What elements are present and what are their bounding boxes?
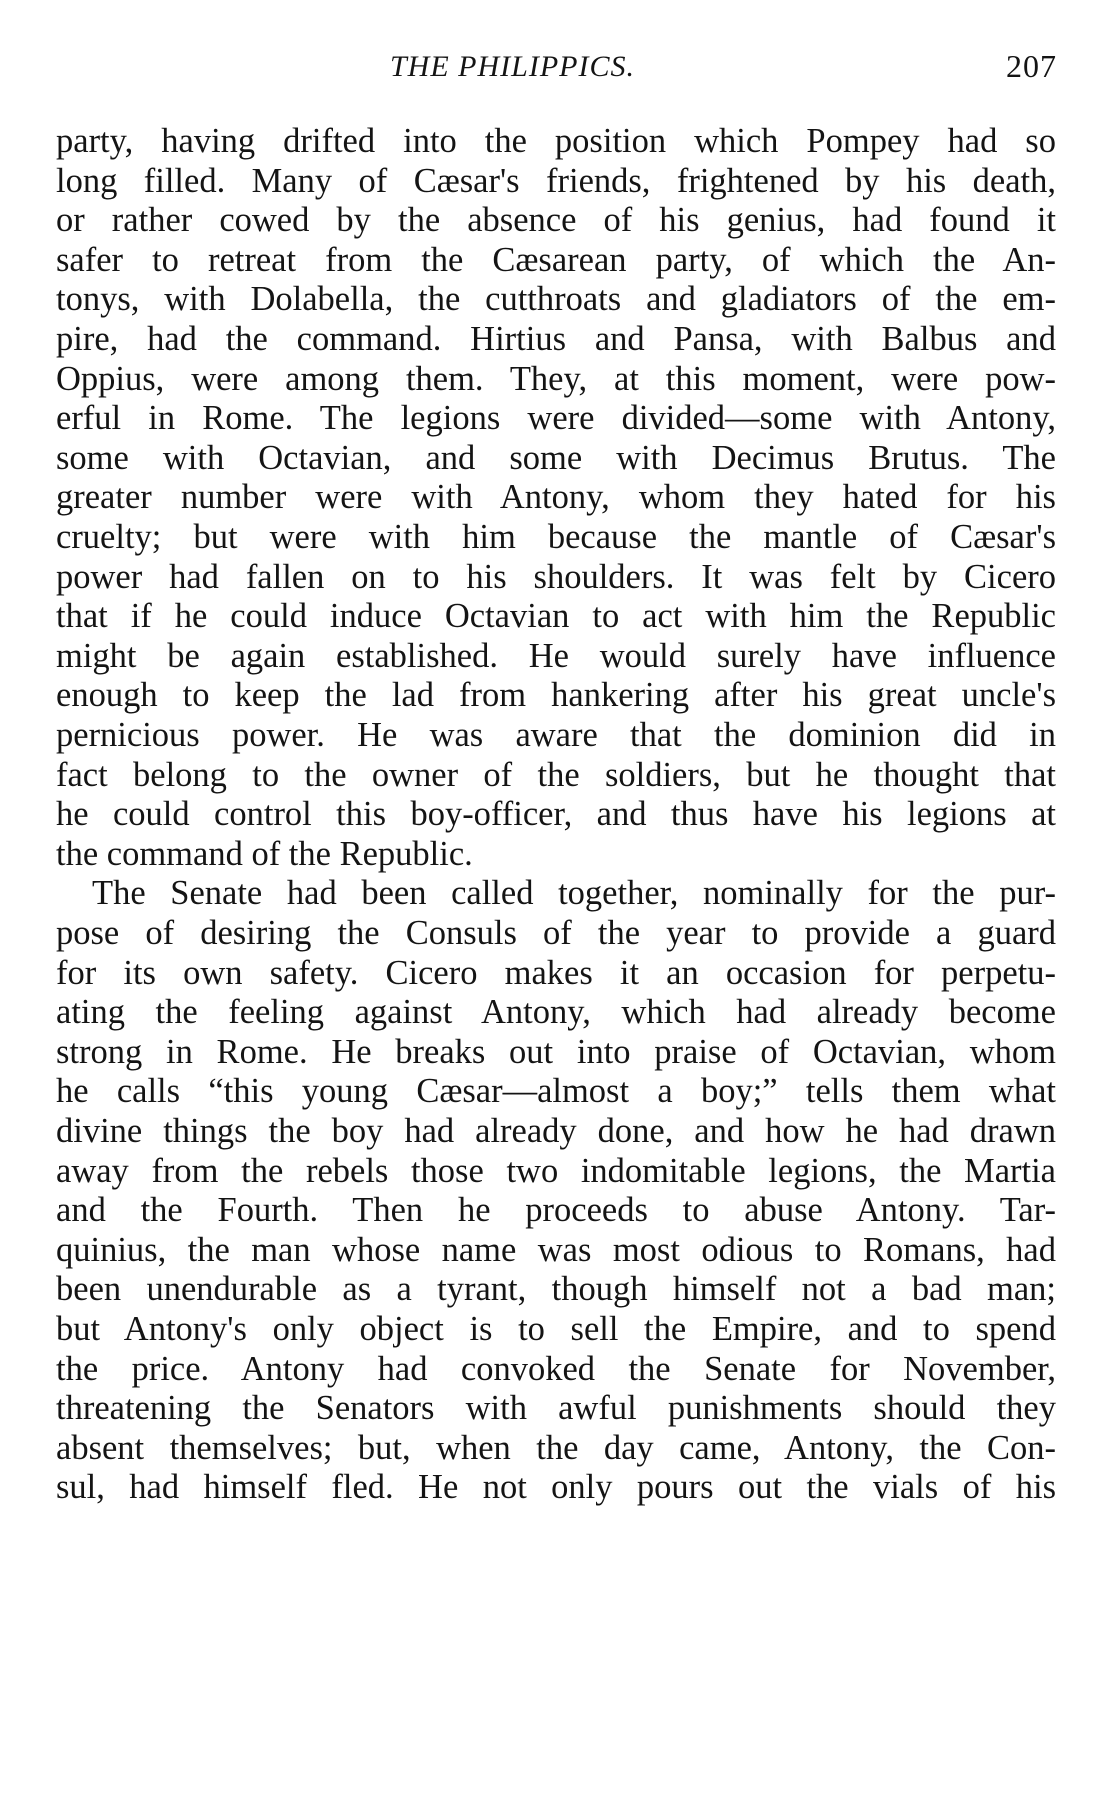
paragraph-first-line: The Senate had been called together, nominally for the pur- bbox=[92, 874, 1056, 913]
text-line: quinius, the man whose name was most odious to Romans, had bbox=[56, 1230, 1056, 1269]
text-line: power had fallen on to his shoulders. It was felt by Cicero bbox=[56, 557, 1056, 596]
text-line: the command of the Republic. bbox=[56, 834, 473, 873]
text-line: party, having drifted into the position which Pompey had so bbox=[56, 122, 1056, 160]
text-line: he calls “this young Cæsar—almost a boy;” tells them what bbox=[56, 1072, 1056, 1111]
text-line: but Antony's only object is to sell the Empire, and to spend bbox=[56, 1310, 1056, 1348]
running-head bbox=[0, 48, 1110, 88]
text-line: away from the rebels those two indomitable legions, the Martia bbox=[56, 1151, 1056, 1190]
text-line: for its own safety. Cicero makes it an occasion for perpetu- bbox=[56, 953, 1056, 992]
text-line: safer to retreat from the Cæsarean party, of which the An- bbox=[56, 240, 1056, 279]
text-line: some with Octavian, and some with Decimus Brutus. The bbox=[56, 438, 1056, 477]
text-line: pernicious power. He was aware that the dominion did in bbox=[56, 716, 1056, 754]
text-line: tonys, with Dolabella, the cutthroats and gladiators of the em- bbox=[56, 280, 1056, 319]
text-line: the price. Antony had convoked the Senate for November, bbox=[56, 1349, 1056, 1388]
text-line: and the Fourth. Then he proceeds to abuse Antony. Tar- bbox=[56, 1191, 1056, 1230]
text-line: strong in Rome. He breaks out into praise of Octavian, whom bbox=[56, 1032, 1056, 1071]
text-line: sul, had himself fled. He not only pours out the vials of his bbox=[56, 1468, 1056, 1507]
running-title: THE PHILIPPICS. bbox=[390, 50, 635, 83]
text-line: been unendurable as a tyrant, though himself not a bad man; bbox=[56, 1270, 1056, 1309]
text-line: divine things the boy had already done, and how he had drawn bbox=[56, 1112, 1056, 1150]
text-line: cruelty; but were with him because the mantle of Cæsar's bbox=[56, 518, 1056, 556]
page-number: 207 bbox=[1006, 48, 1057, 84]
text-line: or rather cowed by the absence of his genius, had found it bbox=[56, 201, 1056, 240]
text-line: fact belong to the owner of the soldiers, but he thought that bbox=[56, 755, 1056, 794]
text-line: pire, had the command. Hirtius and Pansa, with Balbus and bbox=[56, 320, 1056, 358]
text-line: Oppius, were among them. They, at this moment, were pow- bbox=[56, 359, 1056, 398]
text-line: erful in Rome. The legions were divided—some with Antony, bbox=[56, 399, 1056, 438]
text-line: long filled. Many of Cæsar's friends, frightened by his death, bbox=[56, 161, 1056, 200]
text-line: threatening the Senators with awful punishments should they bbox=[56, 1389, 1056, 1428]
text-line: that if he could induce Octavian to act with him the Republic bbox=[56, 597, 1056, 636]
text-line: enough to keep the lad from hankering after his great uncle's bbox=[56, 676, 1056, 715]
text-line: greater number were with Antony, whom they hated for his bbox=[56, 478, 1056, 517]
text-line: pose of desiring the Consuls of the year to provide a guard bbox=[56, 914, 1056, 952]
text-line: he could control this boy-officer, and thus have his legions at bbox=[56, 795, 1056, 834]
text-line: ating the feeling against Antony, which had already become bbox=[56, 993, 1056, 1032]
text-line: absent themselves; but, when the day came, Antony, the Con- bbox=[56, 1428, 1056, 1467]
text-line: might be again established. He would surely have influence bbox=[56, 636, 1056, 675]
